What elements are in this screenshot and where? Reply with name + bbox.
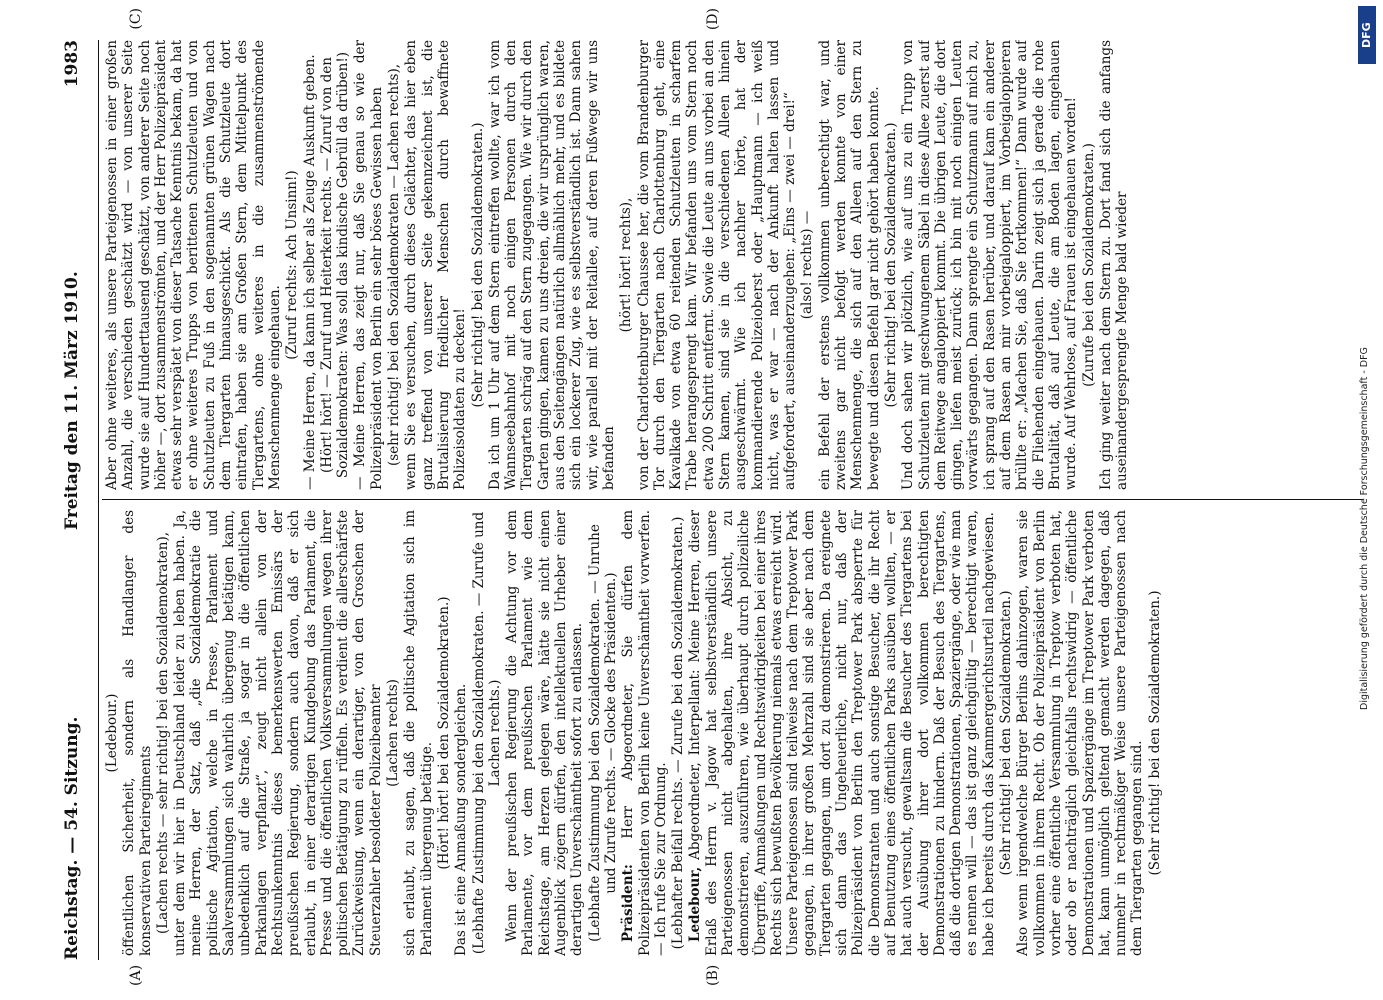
interjection [284, 40, 300, 490]
paragraph-text: Also wenn irgendwelche Bürger Berlins dahinzogen, waren sie vollkommen in ihrem Recht. Ob der Polizeipräsident von Berlin vorher eine öffentliche Versammlung in Treptow verboten hat, oder ob er nachträglich gleichfalls rechtswidrig — öffentliche Demonstrationen und Spaziergänge im Treptower Park verboten hat, kann unmöglich geltend gemacht werden dagegen, daß nunmehr in rechtmäßiger Weise unsere Parteigenossen nach dem Tiergarten gegangen sind. [1015, 510, 1146, 956]
interjection [104, 510, 120, 956]
interjection [436, 510, 452, 956]
interjection [587, 510, 620, 956]
paragraph-text: sich erlaubt, zu sagen, daß die politische Agitation sich im Parlament übergenug betätige. [402, 510, 435, 956]
paragraph-text: (Lebhafte Zustimmung bei den Sozialdemokraten. — Zurufe und Lachen rechts.) [470, 511, 503, 955]
interjection [670, 510, 686, 956]
paragraph-text: von der Charlottenburger Chaussee her, die vom Brandenburger Tor durch den Tiergarten nach Charlottenburg geht, eine Kavalkade von etwa 60 reitenden Schutzleuten in scharfem Trabe herangesprengt kam. Wir befanden uns vom Stern noch etwa 200 Schritt entfernt. Sowie die Leute an uns vorbei an den Stern kamen, sind sie in die verschiedenen Alleen hinein ausgeschwärmt. Wie ich nachher hörte, hat der kommandierende Polizeioberst oder „Hauptmann — ich weiß nicht, was er war — nach der Ankunft halten lassen und aufgefordert, auseinanderzugehen: „Eins — zwei — drei!“ [635, 40, 799, 490]
paragraph-text: (also! rechts) — [799, 210, 816, 320]
paragraph-text: wenn Sie es versuchen, durch dieses Gelächter, das hier eben ganz treffend von unserer Seite gekennzeichnet ist, die Brutalisierung friedlicher Menschen durch bewaffnete Polizeisoldaten zu decken! [403, 40, 469, 490]
margin-marker-c: (C) [128, 8, 144, 30]
paragraph-text: (Lachen rechts — sehr richtig! bei den Sozialdemokraten), [154, 531, 171, 935]
interjection [1081, 40, 1097, 490]
paragraph-text: Herr Abgeordneter, Sie dürfen dem Polizeipräsidenten von Berlin keine Unverschämtheit vorwerfen. — Ich rufe Sie zur Ordnung. [620, 510, 669, 956]
paragraph-text: öffentlichen Sicherheit, sondern als Handlanger des konservativen Parteiregiments [121, 510, 154, 956]
running-header-date: Freitag den 11. März 1910. [62, 271, 82, 530]
paragraph-text: Ich ging weiter nach dem Stern zu. Dort fand sich die anfangs auseinandergesprengte Menge bald wieder [1097, 40, 1131, 490]
paragraph [302, 40, 318, 490]
paragraph [817, 40, 882, 490]
running-header-left: Reichstag. — 54. Sitzung. [62, 716, 82, 960]
column-divider [102, 499, 1363, 500]
paragraph [1015, 510, 1145, 956]
paragraph-text: (Sehr richtig! bei den Sozialdemokraten.) [882, 122, 899, 408]
paragraph-text: (Ledebour.) [104, 693, 120, 773]
paragraph-text: (sehr richtig! bei den Sozialdemokraten — Lachen rechts), [386, 63, 403, 467]
interjection [386, 40, 402, 490]
text-column-left [104, 510, 1359, 956]
speaker-name: Ledebour, [687, 866, 704, 942]
paragraph-text: — Meine Herren, da kann ich selber als Zeuge Auskunft geben. [301, 54, 318, 490]
interjection [883, 40, 899, 490]
speaker-name: Präsident: [620, 864, 637, 942]
interjection [618, 40, 634, 490]
speaker-paragraph [687, 510, 997, 956]
margin-marker-a: (A) [128, 964, 144, 986]
paragraph-text: (Lachen rechts) [385, 679, 402, 787]
paragraph-text: (Sehr richtig! bei den Sozialdemokraten.) [998, 590, 1015, 876]
paragraph-text: (Zurufe bei den Sozialdemokraten.) [1080, 143, 1097, 387]
interjection [998, 510, 1014, 956]
interjection [470, 40, 486, 490]
paragraph [403, 40, 468, 490]
interjection [799, 40, 815, 490]
paragraph-text: (hört! hört! rechts), [618, 197, 635, 333]
paragraph [1098, 40, 1131, 490]
dfg-sidebar [1355, 0, 1383, 1000]
interjection [385, 510, 401, 956]
paragraph [487, 40, 617, 490]
paragraph-text: (Sehr richtig! bei den Sozialdemokraten.) [1146, 590, 1163, 876]
paragraph [504, 510, 585, 956]
paragraph-text: ein Befehl der erstens vollkommen unberechtigt war, und zweitens gar nicht befolgt werden konnte von einer Menschenmenge, die sich auf den Alleen auf den Stern zu bewegte und diesen Befehl gar nicht gehört haben konnte. [816, 40, 882, 490]
paragraph [636, 40, 799, 490]
paragraph [453, 510, 469, 956]
speaker-paragraph [620, 510, 669, 956]
interjection [471, 510, 504, 956]
paragraph [121, 510, 154, 956]
text-column-right [104, 40, 1359, 490]
paragraph-text: Und doch sahen wir plötzlich, wie auf uns zu ein Trupp von Schutzleuten mit geschwungenem Säbel in diese Allee zuerst auf dem Reitwege angaloppiert kommt. Die übrigen Leute, die dort gingen, liefen meist zurück; ich bin mit noch einigen Leuten vorwärts gegangen. Dann sprengte ein Schutzmann auf mich zu, ich sprang auf den Rasen herüber, und darauf kam ein anderer auf dem Rasen an mir vorbeigaloppiert, im Vorbeigaloppieren brüllte er: „Machen Sie, daß Sie fortkommen!“ Dann wurde auf die Fliehenden eingehauen. Darin zeigt sich ja gerade die rohe Brutalität, daß auf Leute, die am Boden lagen, eingehauen wurde. Auf Wehrlose, auf Frauen ist eingehauen worden! [900, 40, 1080, 490]
paragraph-text: Abgeordneter, Interpellant: Meine Herren, dieser Erlaß des Herrn v. Jagow hat selbstverständlich unsere Parteigenossen nicht abgehalten, ihre Absicht, zu demonstrieren, auszuführen, wie überhaupt durch polizeiliche Übergriffe, Anmaßungen und Rechtswidrigkeiten bei einer ihres Rechts sich bewußten Bevölkerung niemals etwas erreicht wird. Unsere Parteigenossen sind teilweise nach dem Treptower Park gegangen, in ihrer großen Mehrzahl sind sie aber nach dem Tiergarten gegangen, um dort zu demonstrieren. Da ereignete sich dann das Ungeheuerliche, nicht nur, daß der Polizeipräsident von Berlin den Treptower Park absperrte für die Demonstranten und auch sonstige Besucher, die ihr Recht auf Benutzung eines öffentlichen Parks ausüben wollten, — er hat auch versucht, gewaltsam die Besucher des Tiergartens bei der Ausübung ihrer dort vollkommen berechtigten Demonstrationen zu hindern. Daß der Besuch des Tiergartens, daß die dortigen Demonstrationen, Spaziergänge, oder wie man es nennen will — das ist ganz gleichgültig — berechtigt waren, habe ich bereits durch das Kammergerichtsurteil nachgewiesen. [687, 510, 997, 956]
paragraph-text: unter dem wir hier in Deutschland leider zu leben haben. Ja, meine Herren, der Satz, daß „die Sozialdemokratie die politische Agitation, welche in Presse, Parlament und Saalversammlungen sich wahrlich übergenug betätigen kann, unbedenklich auf die Straße, ja sogar in die öffentlichen Parkanlagen verpflanzt“, zeugt nicht allein von der Rechtsunkenntnis dieses bemerkenswerten Emissärs der preußischen Regierung, sondern auch davon, daß er sich erlaubt, in einer derartigen Kundgebung das Parlament, die Presse und die öffentlichen Volksversammlungen wegen ihrer politischen Betätigung zu rüffeln. Es verdient die allerschärfste Zurückweisung, wenn ein derartiger, von den Groschen der Steuerzahler besoldeter Polizeibeamter [172, 510, 384, 956]
paragraph-text: (Hört! hört! bei den Sozialdemokraten.) [435, 596, 452, 870]
margin-marker-d: (D) [705, 8, 721, 31]
header-rule [98, 40, 99, 960]
page-number: 1983 [62, 40, 82, 88]
paragraph-text: Aber ohne weiteres, als unsere Parteigenossen in einer großen Anzahl, die verschieden geschätzt wird — von unserer Seite wurde sie auf Hunderttausend geschätzt, von anderer Seite noch höher —, dort zusammenströmten, und der Herr Polizeipräsident etwas sehr verspätet von dieser Tatsache Kenntnis bekam, da hat er ohne weiteres Trupps von berittenen Schutzleuten und von Schutzleuten zu Fuß in den sogenannten grünen Wagen nach dem Tiergarten hinausgeschickt. Als die Schutzleute dort eintrafen, haben sie am Großen Stern, dem Mittelpunkt des Tiergartens, ohne weiteres in die zusammenströmende Menschenmenge eingehauen. [104, 40, 283, 490]
paragraph-text: — Meine Herren, das zeigt nur, daß Sie genau so wie der Polizeipräsident von Berlin ein sehr böses Gewissen haben [352, 40, 385, 490]
paragraph-text: Da ich um 1 Uhr auf dem Stern eintreffen wollte, war ich vom Wannseebahnhof mit noch einigen Personen durch den Tiergarten schräg auf den Stern zugegangen. Wie wir durch den Garten gingen, kamen zu uns dreien, die wir ursprünglich waren, aus den Seitengängen natürlich allmählich mehr, und es bildete sich ein lockerer Zug, wie es selbstverständlich ist. Dann sahen wir, wie parallel mit der Reitallee, auf deren Fußwege wir uns befanden [486, 40, 617, 490]
paragraph [172, 510, 384, 956]
interjection [319, 40, 352, 490]
interjection [1147, 510, 1163, 956]
interjection [155, 510, 171, 956]
paragraph [402, 510, 435, 956]
paragraph-text: Wenn der preußischen Regierung die Achtung vor dem Parlamente, vor dem preußischen Parlament wie dem Reichstage, am Herzen gelegen wäre, hätte sie nicht einen Augenblick zögern dürfen, den intellektuellen Urheber einer derartigen Unverschämtheit sofort zu entlassen. [504, 510, 586, 956]
paragraph [352, 40, 385, 490]
dfg-logo: DFG [1358, 6, 1376, 64]
paragraph-text: (Lebhafter Beifall rechts. — Zurufe bei den Sozialdemokraten.) [670, 516, 687, 950]
paragraph-text: Das ist eine Anmaßung sondergleichen. [453, 683, 470, 956]
paragraph [104, 40, 283, 490]
paragraph-text: (Zuruf rechts: Ach Unsinn!) [284, 170, 301, 360]
paragraph [900, 40, 1079, 490]
paragraph-text: (Hört! hört! — Zuruf und Heiterkeit rechts. — Zuruf von den Sozialdemokraten: Was soll das kindische Gebrüll da drüben!) [318, 51, 352, 479]
margin-marker-b: (B) [705, 964, 721, 986]
paragraph-text: (Lebhafte Zustimmung bei den Sozialdemokraten. — Unruhe und Zurufe rechts. — Glocke des Präsidenten.) [586, 524, 619, 942]
dfg-notice: Digitalisierung gefördert durch die Deutsche Forschungsgemeinschaft - DFG [1359, 347, 1370, 710]
paragraph-text: (Sehr richtig! bei den Sozialdemokraten.) [469, 122, 486, 408]
